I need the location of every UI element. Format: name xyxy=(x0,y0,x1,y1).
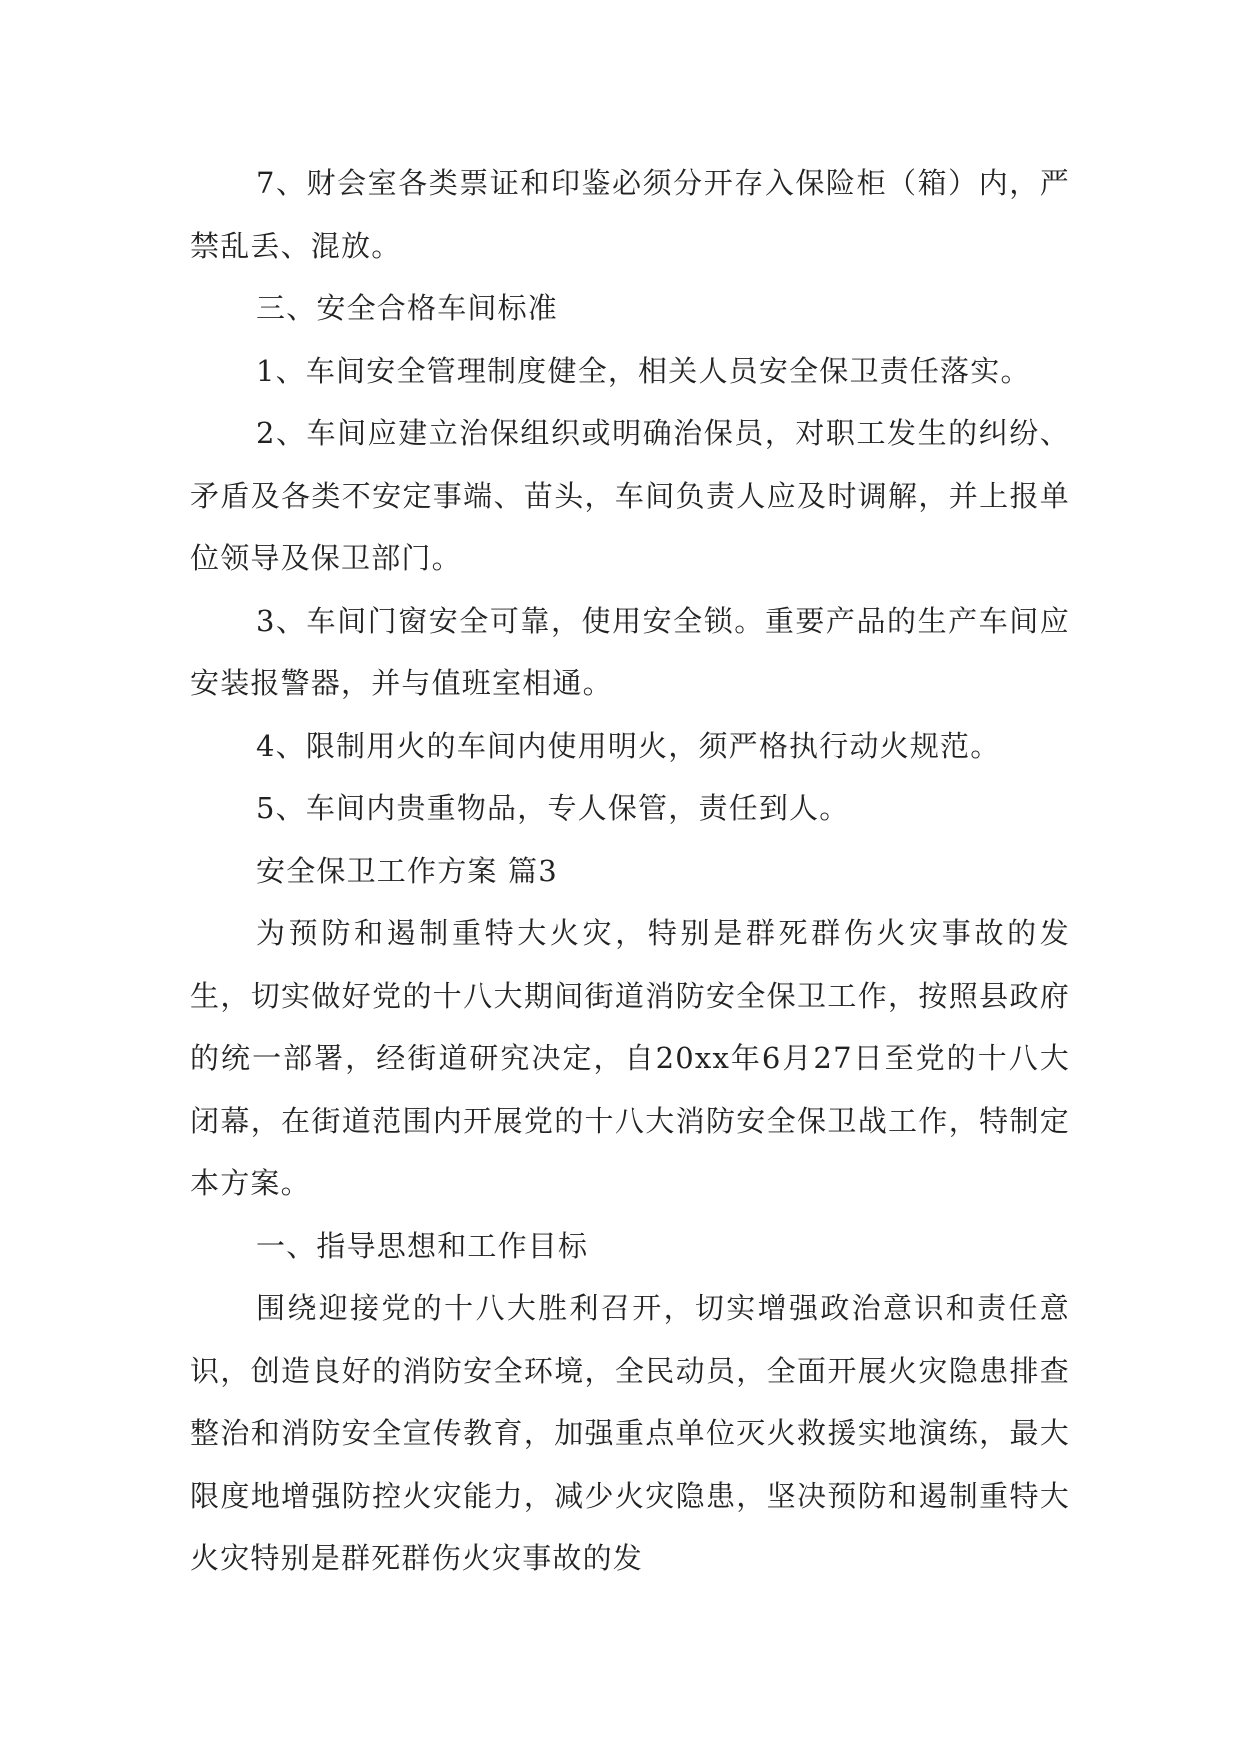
section-heading-workshop-standard: 三、安全合格车间标准 xyxy=(256,291,559,325)
paragraph-item-5-valuables: 5、车间内贵重物品，专人保管，责任到人。 xyxy=(256,791,850,825)
paragraph-item-1-management: 1、车间安全管理制度健全，相关人员安全保卫责任落实。 xyxy=(256,353,1031,388)
section-title-plan-3: 安全保卫工作方案 篇3 xyxy=(256,853,558,888)
paragraph-item-3-doors-windows: 3、车间门窗安全可靠，使用安全锁。重要产品的生产车间应安装报警器，并与值班室相通。 xyxy=(190,603,1070,700)
paragraph-item-2-security-staff: 2、车间应建立治保组织或明确治保员，对职工发生的纠纷、矛盾及各类不安定事端、苗头，车间负责人应及时调解，并上报单位领导及保卫部门。 xyxy=(190,416,1070,575)
paragraph-guiding-ideology: 围绕迎接党的十八大胜利召开，切实增强政治意识和责任意识，创造良好的消防安全环境，全民动员，全面开展火灾隐患排查整治和消防安全宣传教育，加强重点单位灭火救援实地演练，最大限度地增强防控火灾能力，减少火灾隐患，坚决预防和遏制重特大火灾特别是群死群伤火灾事故的发 xyxy=(190,1291,1070,1575)
section-heading-guiding-ideology: 一、指导思想和工作目标 xyxy=(256,1228,589,1263)
paragraph-intro: 为预防和遏制重特大火灾，特别是群死群伤火灾事故的发生，切实做好党的十八大期间街道消防安全保卫工作，按照县政府的统一部署，经街道研究决定，自20xx年6月27日至党的十八大闭幕，在街道范围内开展党的十八大消防安全保卫战工作，特制定本方案。 xyxy=(190,916,1070,1200)
paragraph-item-7-safe-storage: 7、财会室各类票证和印鉴必须分开存入保险柜（箱）内，严禁乱丢、混放。 xyxy=(190,166,1070,263)
document-body xyxy=(190,152,1070,1590)
paragraph-item-4-open-fire: 4、限制用火的车间内使用明火，须严格执行动火规范。 xyxy=(256,728,1001,763)
